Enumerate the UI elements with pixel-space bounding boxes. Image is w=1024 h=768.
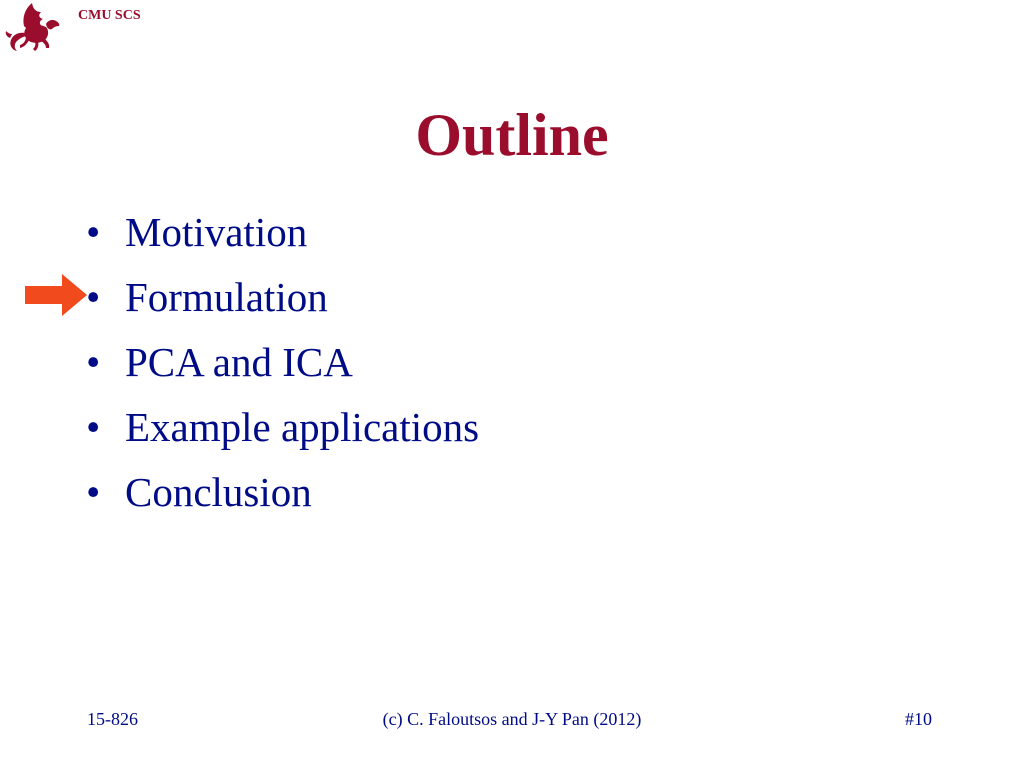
slide-title: Outline <box>415 102 609 168</box>
right-arrow-icon <box>25 274 87 316</box>
bullet-glyph: • <box>86 469 101 515</box>
bullet-item-formulation <box>86 269 479 334</box>
bullet-item-example-applications <box>86 399 479 464</box>
bullet-glyph: • <box>86 404 101 450</box>
bullet-glyph: • <box>86 209 101 255</box>
bullet-item-motivation <box>86 204 479 269</box>
bullet-item-conclusion <box>86 464 479 529</box>
bullet-text: PCA and ICA <box>125 339 353 385</box>
bullet-glyph: • <box>86 339 101 385</box>
bullet-item-pca-ica <box>86 334 479 399</box>
footer-slide-number: #10 <box>905 709 932 729</box>
bullet-text: Formulation <box>125 274 328 320</box>
header-label: CMU SCS <box>78 8 141 23</box>
bullet-text: Example applications <box>125 404 480 450</box>
bullet-glyph: • <box>86 274 101 320</box>
bullet-text: Conclusion <box>125 469 312 515</box>
footer-copyright: (c) C. Faloutsos and J-Y Pan (2012) <box>382 709 642 729</box>
footer-course-number: 15-826 <box>87 709 138 729</box>
bullet-list <box>86 204 479 529</box>
bullet-text: Motivation <box>125 209 308 255</box>
cmu-griffin-logo-icon <box>2 0 64 58</box>
